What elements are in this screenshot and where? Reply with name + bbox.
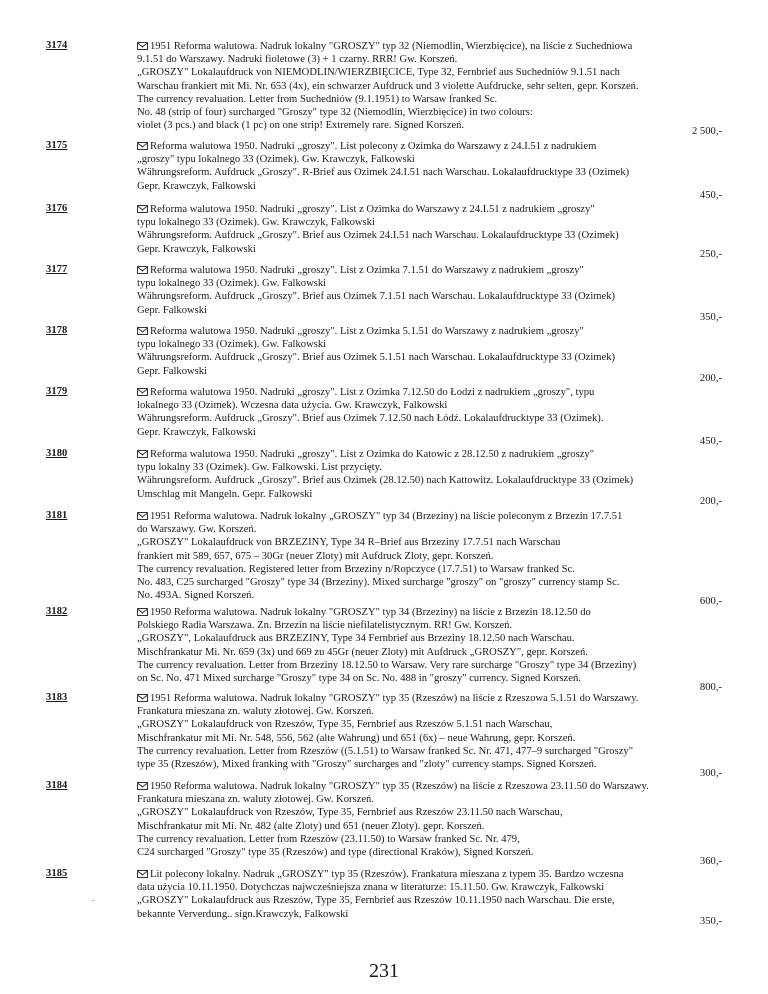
description-line: The currency revaluation. Letter from Rzeszów ((5.1.51) to Warsaw franked Sc. Nr. 471, 477–9 surcharged "Groszy" <box>137 745 634 757</box>
lot-number: 3176 <box>46 203 68 214</box>
lot-description <box>137 203 697 256</box>
description-line: No. 483, C25 surcharged "Groszy" type 34 (Brzeziny). Mixed surcharge "groszy" on "groszy" currency stamp Sc. <box>137 577 620 589</box>
description-line: Umschlag mit Mangeln. Gepr. Falkowski <box>137 488 313 500</box>
envelope-icon <box>137 266 148 274</box>
lot-number: 3177 <box>46 264 68 275</box>
stray-mark: . <box>92 893 95 903</box>
description-line: bekannte Ververdung.. sign.Krawczyk, Falkowski <box>137 908 349 920</box>
lot-price: 250,- <box>699 249 722 260</box>
envelope-icon <box>137 205 148 213</box>
lot-description <box>137 448 697 501</box>
description-line: 1950 Reforma walutowa. Nadruk lokalny "GROSZY" typ 34 (Brzeziny) na liście z Brzezin 18.12.50 do <box>150 607 591 618</box>
description-line: Reforma walutowa 1950. Nadruki „groszy". List z Ozimka 7.12.50 do Łodzi z nadrukiem „groszy", typu <box>150 387 595 398</box>
description-line: „GROSZY" Lokalaufdruck von Rzeszów, Type 35, Fernbrief aus Rzeszów 5.1.51 nach Warschau, <box>137 719 553 731</box>
description-line: Reforma walutowa 1950. Nadruki „groszy". List polecony z Ozimka do Warszawy z 24.I.51 z nadrukiem <box>150 141 597 152</box>
description-line: The currency revaluation. Letter from Suchedniów (9.1.1951) to Warsaw franked Sc. <box>137 93 498 105</box>
description-line: Reforma walutowa 1950. Nadruki „groszy". List z Ozimka 5.1.51 do Warszawy z nadrukiem „groszy" <box>150 326 584 337</box>
lot-number: 3185 <box>46 868 68 879</box>
description-line: Mischfrankatur mit Mi. Nr. 548, 556, 562 (alte Wahrung) und 651 (6x) – neue Wahrung, gepr. Korszeń. <box>137 732 576 744</box>
lot-price: 300,- <box>699 768 722 779</box>
description-line: „groszy" typu lokalnego 33 (Ozimek). Gw. Krawczyk, Falkowski <box>137 154 415 166</box>
description-line: Reforma walutowa 1950. Nadruki „groszy". List z Ozimka 7.1.51 do Warszawy z nadrukiem „groszy" <box>150 265 584 276</box>
lot-number: 3182 <box>46 606 68 617</box>
lot-price: 450,- <box>699 190 722 201</box>
envelope-icon <box>137 870 148 878</box>
lot-number: 3184 <box>46 780 68 791</box>
lot-description <box>137 140 697 193</box>
envelope-icon <box>137 608 148 616</box>
lot-number: 3175 <box>46 140 68 151</box>
envelope-icon <box>137 388 148 396</box>
envelope-icon <box>137 327 148 335</box>
description-line: Währungsreform. Aufdruck „Groszy". R-Brief aus Ozimek 24.I.51 nach Warschau. Lokalaufdrucktype 33 (Ozimek) <box>137 167 630 179</box>
envelope-icon <box>137 42 148 50</box>
lot-number: 3180 <box>46 448 68 459</box>
description-line: typu lokalnego 33 (Ozimek). Gw. Falkowski <box>137 278 327 290</box>
description-line: 1951 Reforma walutowa. Nadruk lokalny „GROSZY" typ 34 (Brzeziny) na liście poleconym z Brzezin 17.7.51 <box>150 511 623 522</box>
description-line: Warschau frankiert mit Mi. Nr. 653 (4x), ein schwarzer Aufdruck und 3 violette Aufdrucke, sehr selten, gepr. Korszeń. <box>137 80 639 92</box>
lot-price: 800,- <box>699 682 722 693</box>
description-line: Mischfrankatur Mi. Nr. 659 (3x) und 669 zu 45Gr (neuer Zloty) mit Aufdruck „GROSZY", gepr. Korszeń. <box>137 646 588 658</box>
lot-number: 3179 <box>46 386 68 397</box>
description-line: on Sc. No. 471 Mixed surcharge "Groszy" type 34 on Sc. No. 488 in "groszy" currency. Signed Korszeń. <box>137 673 581 685</box>
description-line: No. 493A. Signed Korszeń. <box>137 590 255 602</box>
description-line: type 35 (Rzeszów), Mixed franking with "Groszy" surcharges and "zloty" currency stamps. Signed Korszeń. <box>137 759 597 771</box>
description-line: data użycia 10.11.1950. Dotychczas najwcześniejsza znana w literaturze: 15.11.50. Gw. Krawczyk, Falkowski <box>137 882 605 894</box>
envelope-icon <box>137 512 148 520</box>
description-line: frankiert mit 589, 657, 675 – 30Gr (neuer Zloty) mit Aufdruck Zloty, gepr. Korszeń. <box>137 550 494 562</box>
lot-price: 350,- <box>699 312 722 323</box>
description-line: typu lokalnego 33 (Ozimek). Gw. Falkowski <box>137 339 327 351</box>
lot-number: 3183 <box>46 692 68 703</box>
description-line: „GROSZY", Lokalaufdruck aus BRZEZINY, Type 34 Fernbrief aus Brzeziny 18.12.50 nach Warschau. <box>137 633 575 645</box>
description-line: Gepr. Krawczyk, Falkowski <box>137 243 256 255</box>
description-line: Frankatura mieszana zn. waluty złotowej. Gw. Korszeń. <box>137 706 375 718</box>
page-number: 231 <box>369 960 399 982</box>
description-line: 9.1.51 do Warszawy. Nadruki fioletowe (3) + 1 czarny. RRR! Gw. Korszeń. <box>137 54 458 66</box>
description-line: lokalnego 33 (Ozimek). Wczesna data użycia. Gw. Krawczyk, Falkowski <box>137 400 448 412</box>
envelope-icon <box>137 694 148 702</box>
description-line: „GROSZY" Lokalaufdruck von NIEMODLIN/WIERZBIĘCICE, Type 32, Fernbrief aus Suchedniów 9.1.51 nach <box>137 67 620 79</box>
lot-price: 600,- <box>699 596 722 607</box>
lot-number: 3178 <box>46 325 68 336</box>
description-line: The currency revaluation. Registered letter from Brzeziny n/Ropczyce (17.7.51) to Warsaw franked Sc. <box>137 563 575 575</box>
description-line: The currency revaluation. Letter from Rzeszów (23.11.50) to Warsaw franked Sc. Nr. 479, <box>137 833 520 845</box>
description-line: The currency revaluation. Letter from Brzeziny 18.12.50 to Warsaw. Very rare surcharge "Groszy" type 34 (Brzeziny) <box>137 659 637 671</box>
description-line: typu lokalny 33 (Ozimek). Gw. Falkowski. List przycięty. <box>137 462 382 474</box>
description-line: „GROSZY" Lokalaufdruck von BRZEZINY, Type 34 R–Brief aus Brzeziny 17.7.51 nach Warschau <box>137 537 561 549</box>
envelope-icon <box>137 450 148 458</box>
description-line: Frankatura mieszana zn. waluty złotowej. Gw. Korszeń. <box>137 794 375 806</box>
lot-price: 200,- <box>699 373 722 384</box>
envelope-icon <box>137 782 148 790</box>
description-line: No. 48 (strip of four) surcharged "Groszy" type 32 (Niemodlin, Wierzbięcice) in two colours: <box>137 107 533 119</box>
lot-description <box>137 692 697 771</box>
description-line: Polskiego Radia Warszawa. Zn. Brzezin na liście niefilatelistycznym. RR! Gw. Korszeń. <box>137 620 513 632</box>
description-line: Lit polecony lokalny. Nadruk „GROSZY" typ 35 (Rzeszów). Frankatura mieszana z typem 35. Bardzo wczesna <box>150 869 624 880</box>
description-line: Reforma walutowa 1950. Nadruki „groszy". List z Ozimka do Katowic z 28.12.50 z nadrukiem „groszy" <box>150 449 595 460</box>
description-line: Gepr. Falkowski <box>137 304 208 316</box>
description-line: Gepr. Krawczyk, Falkowski <box>137 180 256 192</box>
description-line: 1950 Reforma walutowa. Nadruk lokalny "GROSZY" typ 35 (Rzeszów) na liście z Rzeszowa 23.11.50 do Warszawy. <box>150 781 649 792</box>
description-line: „GROSZY" Lokalaufdruck von Rzeszów, Type 35, Fernbrief aus Rzeszów 23.11.50 nach Warschau, <box>137 807 563 819</box>
lot-description <box>137 386 697 439</box>
description-line: do Warszawy. Gw. Korszeń. <box>137 524 257 536</box>
lot-price: 450,- <box>699 436 722 447</box>
description-line: Reforma walutowa 1950. Nadruki „groszy". List z Ozimka do Warszawy z 24.I.51 z nadrukiem „groszy" <box>150 204 595 215</box>
lot-description <box>137 40 697 132</box>
description-line: 1951 Reforma walutowa. Nadruk lokalny "GROSZY" typ 32 (Niemodlin, Wierzbięcice), na liście z Suchedniowa <box>150 41 633 52</box>
lot-price: 200,- <box>699 496 722 507</box>
lot-price: 350,- <box>699 916 722 927</box>
description-line: Mischfrankatur mit Mi. Nr. 482 (alte Zloty) und 651 (neuer Zloty). gepr. Korszeń. <box>137 820 485 832</box>
description-line: Währungsreform. Aufdruck „Groszy". Brief aus Ozimek (28.12.50) nach Kattowitz. Lokalaufdrucktype 33 (Ozimek) <box>137 475 634 487</box>
lot-description <box>137 780 697 859</box>
description-line: Währungsreform. Aufdruck „Groszy". Brief aus Ozimek 7.1.51 nach Warschau. Lokalaufdrucktype 33 (Ozimek) <box>137 291 616 303</box>
description-line: Gepr. Krawczyk, Falkowski <box>137 426 256 438</box>
lot-number: 3174 <box>46 40 68 51</box>
description-line: violet (3 pcs.) and black (1 pc) on one strip! Extremely rare. Signed Korszeń. <box>137 120 465 132</box>
description-line: Gepr. Falkowski <box>137 365 208 377</box>
lot-price: 360,- <box>699 856 722 867</box>
description-line: Währungsreform. Aufdruck „Groszy". Brief aus Ozimek 5.1.51 nach Warschau. Lokalaufdrucktype 33 (Ozimek) <box>137 352 616 364</box>
description-line: 1951 Reforma walutowa. Nadruk lokalny "GROSZY" typ 35 (Rzeszów) na liście z Rzeszowa 5.1.51 do Warszawy. <box>150 693 639 704</box>
lot-description <box>137 325 697 378</box>
description-line: Währungsreform. Aufdruck „Groszy". Brief aus Ozimek 7.12.50 nach Łódź. Lokalaufdrucktype 33 (Ozimek). <box>137 413 604 425</box>
description-line: C24 surcharged "Groszy" type 35 (Rzeszów) and type (directional Kraków), Signed Korszeń. <box>137 847 534 859</box>
lot-description <box>137 510 697 602</box>
description-line: typu lokalnego 33 (Ozimek). Gw. Krawczyk, Falkowski <box>137 217 375 229</box>
description-line: „GROSZY" Lokalaufdruck aus Rzeszów, Type 35, Fernbrief aus Rzeszów 10.11.1950 nach Warschau. Die erste, <box>137 895 615 907</box>
lot-number: 3181 <box>46 510 68 521</box>
description-line: Währungsreform. Aufdruck „Groszy". Brief aus Ozimek 24.I.51 nach Warschau. Lokalaufdrucktype 33 (Ozimek) <box>137 230 619 242</box>
envelope-icon <box>137 142 148 150</box>
lot-description <box>137 606 697 685</box>
lot-description <box>137 868 697 921</box>
lot-description <box>137 264 697 317</box>
lot-price: 2 500,- <box>691 126 722 137</box>
